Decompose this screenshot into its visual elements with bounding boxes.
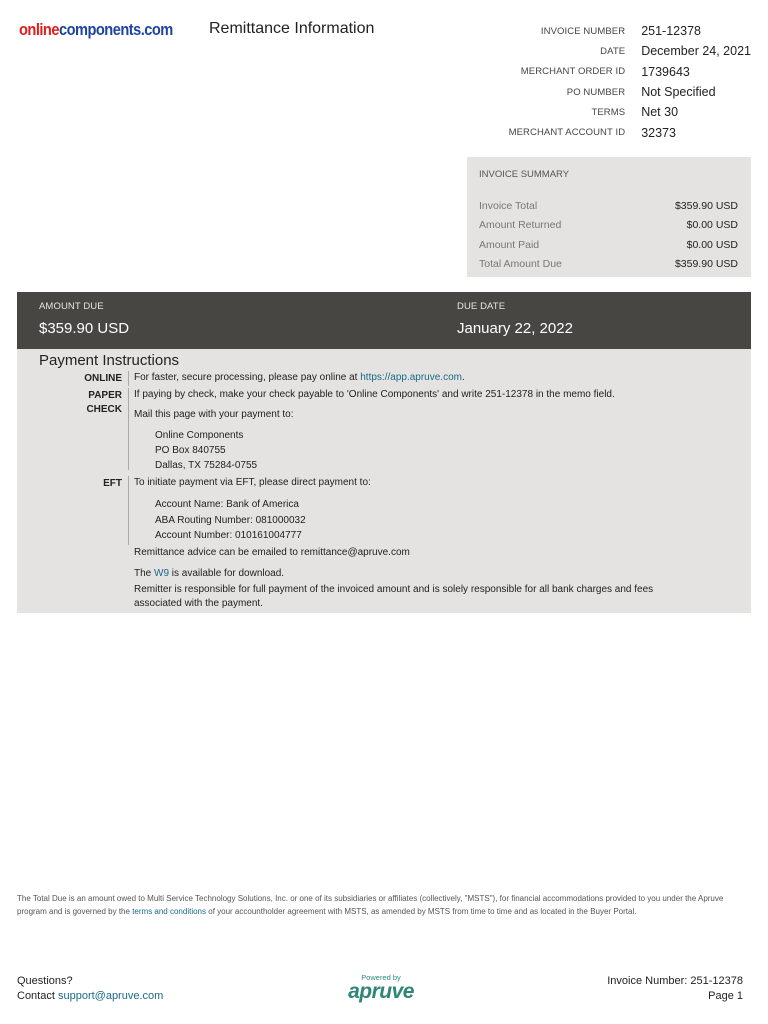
label-eft: EFT <box>103 478 122 489</box>
terms-link[interactable]: terms and conditions <box>132 906 207 916</box>
payment-instructions <box>17 349 751 613</box>
bank-line: Account Name: Bank of America <box>155 499 299 510</box>
w9-link[interactable]: W9 <box>154 568 170 579</box>
bank-line: ABA Routing Number: 081000032 <box>155 515 306 526</box>
contact-line: Contact support@apruve.com <box>17 989 164 1002</box>
apruve-logo: apruve <box>348 980 414 1003</box>
divider-online <box>128 371 129 386</box>
label-online: ONLINE <box>84 373 122 384</box>
address-line: PO Box 840755 <box>155 445 226 456</box>
page-number: Page 1 <box>708 989 743 1002</box>
meta-row-terms: TERMS Net 30 <box>591 105 679 120</box>
powered-by-label: Powered by <box>361 973 401 982</box>
powered-by-logo <box>348 973 414 1004</box>
meta-row-po-number: PO NUMBER Not Specified <box>566 85 716 100</box>
address-line: Online Components <box>155 430 244 441</box>
remittance-advice: Remittance advice can be emailed to remittance@apruve.com <box>134 547 410 558</box>
summary-row-amount-paid: Amount Paid $0.00 USD <box>479 238 738 251</box>
summary-row-amount-returned: Amount Returned $0.00 USD <box>479 219 738 232</box>
meta-row-date: DATE December 24, 2021 <box>600 44 751 59</box>
disclaimer: The Total Due is an amount owed to Multi Service Technology Solutions, Inc. or one of its subsidiaries or affiliates (collectively, "MSTS"), for financial accommodations provided to you under the Apruve program and is governed by the terms and conditions of your accountholder agreement with MSTS, as amended by MSTS from time to time and as located in the Buyer Portal. <box>17 894 724 916</box>
summary-row-total-amount-due: Total Amount Due $359.90 USD <box>479 258 738 271</box>
meta-row-merchant-account-id: MERCHANT ACCOUNT ID 32373 <box>508 125 676 140</box>
amount-due: AMOUNT DUE $359.90 USD <box>39 301 130 337</box>
payment-instructions-title: Payment Instructions <box>39 352 180 369</box>
meta-row-merchant-order-id: MERCHANT ORDER ID 1739643 <box>520 64 690 79</box>
label-paper: PAPER <box>88 390 122 401</box>
meta-row-invoice-number: INVOICE NUMBER 251-12378 <box>540 24 701 39</box>
apruve-pay-link[interactable]: https://app.apruve.com <box>360 372 462 383</box>
bank-line: Account Number: 010161004777 <box>155 530 302 541</box>
questions-label: Questions? <box>17 975 73 987</box>
online-instruction: For faster, secure processing, please pay online at https://app.apruve.com. <box>134 372 465 383</box>
divider-eft <box>128 476 129 545</box>
invoice-meta <box>509 21 751 143</box>
responsibility-line: associated with the payment. <box>134 598 263 609</box>
divider-check <box>128 388 129 470</box>
footer-contact <box>17 974 163 1003</box>
company-logo: onlinecomponents.com <box>19 20 173 39</box>
address-line: Dallas, TX 75284-0755 <box>155 460 258 471</box>
amount-due-band <box>17 292 751 349</box>
invoice-summary <box>467 157 751 277</box>
eft-instruction: To initiate payment via EFT, please direct payment to: <box>134 477 371 488</box>
footer-page-info <box>607 974 743 1003</box>
footer-invoice-number: Invoice Number: 251-12378 <box>607 975 743 987</box>
summary-title: INVOICE SUMMARY <box>479 169 570 180</box>
document-title: Remittance Information <box>209 20 375 37</box>
due-date: DUE DATE January 22, 2022 <box>457 301 573 337</box>
w9-notice: The W9 is available for download. <box>134 568 285 579</box>
summary-row-invoice-total: Invoice Total $359.90 USD <box>479 199 738 212</box>
support-email-link[interactable]: support@apruve.com <box>57 989 164 1002</box>
check-instruction: If paying by check, make your check payable to 'Online Components' and write 251-12378 in the memo field. <box>134 389 615 400</box>
label-check: CHECK <box>86 404 122 415</box>
responsibility-line: Remitter is responsible for full payment of the invoiced amount and is solely responsible for all bank charges and fees <box>134 584 654 595</box>
mail-instruction: Mail this page with your payment to: <box>134 409 294 420</box>
